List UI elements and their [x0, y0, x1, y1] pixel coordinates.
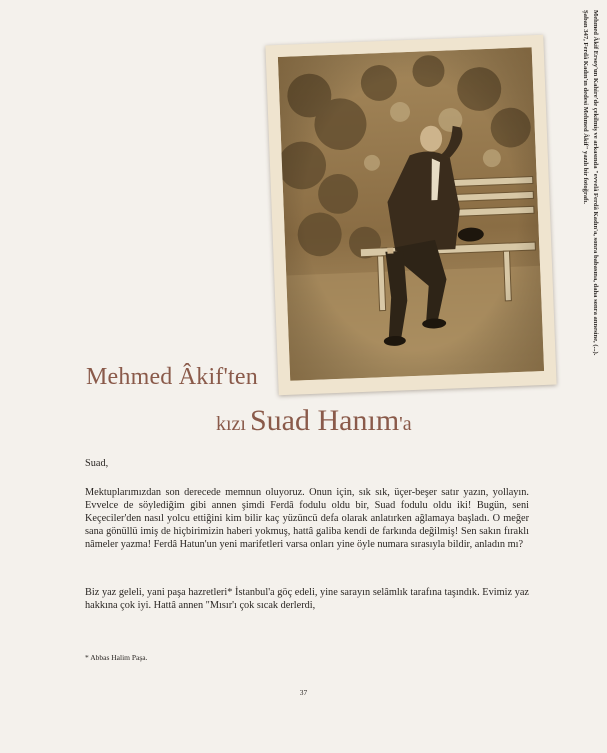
title-suffix: 'a — [399, 413, 412, 435]
footnote: * Abbas Halim Paşa. — [85, 653, 148, 662]
page-number: 37 — [299, 688, 308, 697]
photo-frame — [265, 35, 556, 395]
photo-caption-text: Mehmed Âkif Ersoy'un Kahire'de çekilmiş ve arkasında "evvelâ Ferdâ Kadın'a, sonra babasına, daha sonra annesine, (...). Şaban 347, Ferdâ Kadın'ın dedesi Mehmed Âkif" yazılı bir fotoğrafı. — [582, 10, 599, 356]
paragraph-1: Mektuplarımızdan son derecede memnun oluyoruz. Onun için, sık sık, üçer-beşer satır yazın, yollayın. Evvelce de söylediğim gibi annen şimdi Ferdâ fodulu oldu bir, Suad fodulu oldu iki! Bugün, seni Keçeciler'den nasıl yolcu ettiğini kim bilir kaç yüzüncü defa olarak anlatırken ağlamaya başladı. O meğer sana gönüllü imiş de hiçbirimizin haberi yokmuş, hattâ galiba kendi de farkında değilmiş! Sen sakın fıraklı nâmeler yazma! Ferdâ Hatun'un yeni marifetleri varsa onları yine öyle numara sırasıyla bildir, anladın mı? — [85, 487, 529, 550]
title-small: kızı — [216, 413, 246, 435]
title-line-1: Mehmed Âkif'ten — [86, 364, 258, 390]
salutation: Suad, — [85, 458, 109, 469]
sepia-photo-man-on-bench-icon — [278, 47, 544, 381]
title-line-2 — [216, 404, 412, 438]
paragraph-2: Biz yaz geleli, yani paşa hazretleri* İstanbul'a göç edeli, yine sarayın selâmlık tarafına taşındık. Evimiz yaz hakkına çok iyi. Hattâ annen "Mısır'ı çok sıcak derlerdi, — [85, 587, 529, 611]
photograph — [265, 35, 556, 395]
photo-caption — [548, 10, 600, 372]
title-big: Suad Hanım — [250, 404, 400, 437]
